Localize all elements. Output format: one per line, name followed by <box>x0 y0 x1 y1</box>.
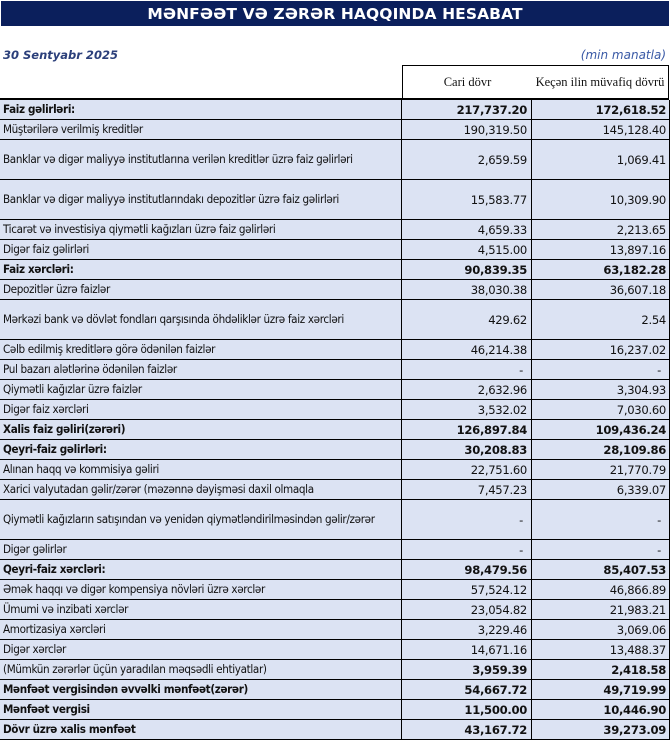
table-row <box>0 400 670 420</box>
value-current: 11,500.00 <box>402 700 532 719</box>
table-row <box>0 220 670 240</box>
table-row <box>0 540 670 560</box>
row-label: Digər xərclər <box>0 640 402 659</box>
row-label: Pul bazarı alətlərinə ödənilən faizlər <box>0 360 402 379</box>
value-previous: 21,770.79 <box>532 460 670 479</box>
value-current: 22,751.60 <box>402 460 532 479</box>
value-previous: 2,418.58 <box>532 660 670 679</box>
value-previous: 39,273.09 <box>532 720 670 739</box>
row-label: Banklar və digər maliyyə institutlarına verilən kreditlər üzrə faiz gəlirləri <box>0 140 402 179</box>
table-row <box>0 700 670 720</box>
table-row <box>0 440 670 460</box>
row-label: Qeyri-faiz gəlirləri: <box>0 440 402 459</box>
row-label: Digər faiz xərcləri <box>0 400 402 419</box>
table-row <box>0 620 670 640</box>
value-current: 3,532.02 <box>402 400 532 419</box>
units-label: (min manatla) <box>580 48 666 62</box>
value-previous: 172,618.52 <box>532 100 670 119</box>
table-row <box>0 420 670 440</box>
value-current: - <box>402 500 532 539</box>
table-row <box>0 120 670 140</box>
row-label: Mənfəət vergisi <box>0 700 402 719</box>
value-previous: 109,436.24 <box>532 420 670 439</box>
value-previous: 49,719.99 <box>532 680 670 699</box>
value-current: 30,208.83 <box>402 440 532 459</box>
value-current: 217,737.20 <box>402 100 532 119</box>
value-previous: - <box>532 540 670 559</box>
table-row <box>0 280 670 300</box>
value-current: 3,229.46 <box>402 620 532 639</box>
row-label: Digər faiz gəlirləri <box>0 240 402 259</box>
value-previous: 16,237.02 <box>532 340 670 359</box>
table-row <box>0 500 670 540</box>
value-previous: 13,488.37 <box>532 640 670 659</box>
value-current: 43,167.72 <box>402 720 532 739</box>
value-previous: 13,897.16 <box>532 240 670 259</box>
row-label: Faiz gəlirləri: <box>0 100 402 119</box>
row-label: Xarici valyutadan gəlir/zərər (məzənnə dəyişməsi daxil olmaqla <box>0 480 402 499</box>
value-current: - <box>402 360 532 379</box>
row-label: Ümumi və inzibati xərclər <box>0 600 402 619</box>
value-current: 4,515.00 <box>402 240 532 259</box>
value-current: - <box>402 540 532 559</box>
row-label: Mərkəzi bank və dövlət fondları qarşısında öhdəliklər üzrə faiz xərcləri <box>0 300 402 339</box>
value-current: 54,667.72 <box>402 680 532 699</box>
row-label: Qiymətli kağızlar üzrə faizlər <box>0 380 402 399</box>
value-previous: 28,109.86 <box>532 440 670 459</box>
table-row <box>0 460 670 480</box>
table-row <box>0 680 670 700</box>
row-label: Ticarət və investisiya qiymətli kağızları üzrə faiz gəlirləri <box>0 220 402 239</box>
value-current: 2,632.96 <box>402 380 532 399</box>
value-previous: 46,866.89 <box>532 580 670 599</box>
row-label: Digər gəlirlər <box>0 540 402 559</box>
value-current: 14,671.16 <box>402 640 532 659</box>
table-row <box>0 640 670 660</box>
value-previous: - <box>532 360 670 379</box>
value-previous: 10,309.90 <box>532 180 670 219</box>
row-label: Cəlb edilmiş kreditlərə görə ödənilən faizlər <box>0 340 402 359</box>
row-label: Banklar və digər maliyyə institutlarındakı depozitlər üzrə faiz gəlirləri <box>0 180 402 219</box>
table-row <box>0 580 670 600</box>
row-label: (Mümkün zərərlər üçün yaradılan məqsədli ehtiyatlar) <box>0 660 402 679</box>
value-current: 7,457.23 <box>402 480 532 499</box>
row-label: Amortizasiya xərcləri <box>0 620 402 639</box>
row-label: Xalis faiz gəliri(zərəri) <box>0 420 402 439</box>
value-current: 126,897.84 <box>402 420 532 439</box>
value-current: 38,030.38 <box>402 280 532 299</box>
value-previous: 6,339.07 <box>532 480 670 499</box>
value-current: 429.62 <box>402 300 532 339</box>
report-date: 30 Sentyabr 2025 <box>3 48 118 62</box>
column-header-current: Cari dövr <box>402 65 533 100</box>
value-current: 15,583.77 <box>402 180 532 219</box>
income-statement-table <box>0 100 670 740</box>
value-previous: - <box>532 500 670 539</box>
value-current: 4,659.33 <box>402 220 532 239</box>
row-label: Qiymətli kağızların satışından və yenidən qiymətləndirilməsindən gəlir/zərər <box>0 500 402 539</box>
table-row <box>0 380 670 400</box>
row-label: Qeyri-faiz xərcləri: <box>0 560 402 579</box>
value-current: 46,214.38 <box>402 340 532 359</box>
column-header-previous: Keçən ilin müvafiq dövrü <box>532 65 669 100</box>
value-previous: 85,407.53 <box>532 560 670 579</box>
value-previous: 21,983.21 <box>532 600 670 619</box>
table-row <box>0 660 670 680</box>
value-previous: 2,213.65 <box>532 220 670 239</box>
value-previous: 63,182.28 <box>532 260 670 279</box>
row-label: Depozitlər üzrə faizlər <box>0 280 402 299</box>
value-previous: 3,069.06 <box>532 620 670 639</box>
value-previous: 1,069.41 <box>532 140 670 179</box>
table-row <box>0 240 670 260</box>
table-row <box>0 180 670 220</box>
table-row <box>0 560 670 580</box>
table-row <box>0 340 670 360</box>
value-previous: 145,128.40 <box>532 120 670 139</box>
value-current: 190,319.50 <box>402 120 532 139</box>
table-row <box>0 360 670 380</box>
table-row <box>0 140 670 180</box>
value-current: 23,054.82 <box>402 600 532 619</box>
row-label: Faiz xərcləri: <box>0 260 402 279</box>
row-label: Əmək haqqı və digər kompensiya növləri üzrə xərclər <box>0 580 402 599</box>
value-previous: 10,446.90 <box>532 700 670 719</box>
value-current: 3,959.39 <box>402 660 532 679</box>
value-current: 90,839.35 <box>402 260 532 279</box>
row-label: Alınan haqq və kommisiya gəliri <box>0 460 402 479</box>
row-label: Mənfəət vergisindən əvvəlki mənfəət(zərər) <box>0 680 402 699</box>
table-row <box>0 720 670 740</box>
value-current: 2,659.59 <box>402 140 532 179</box>
row-label: Müştərilərə verilmiş kreditlər <box>0 120 402 139</box>
value-previous: 2.54 <box>532 300 670 339</box>
value-previous: 36,607.18 <box>532 280 670 299</box>
row-label: Dövr üzrə xalis mənfəət <box>0 720 402 739</box>
table-row <box>0 100 670 120</box>
value-previous: 7,030.60 <box>532 400 670 419</box>
table-row <box>0 260 670 280</box>
report-title: MƏNFƏƏT VƏ ZƏRƏR HAQQINDA HESABAT <box>1 1 669 26</box>
table-row <box>0 600 670 620</box>
table-row <box>0 480 670 500</box>
value-current: 57,524.12 <box>402 580 532 599</box>
table-row <box>0 300 670 340</box>
value-current: 98,479.56 <box>402 560 532 579</box>
value-previous: 3,304.93 <box>532 380 670 399</box>
